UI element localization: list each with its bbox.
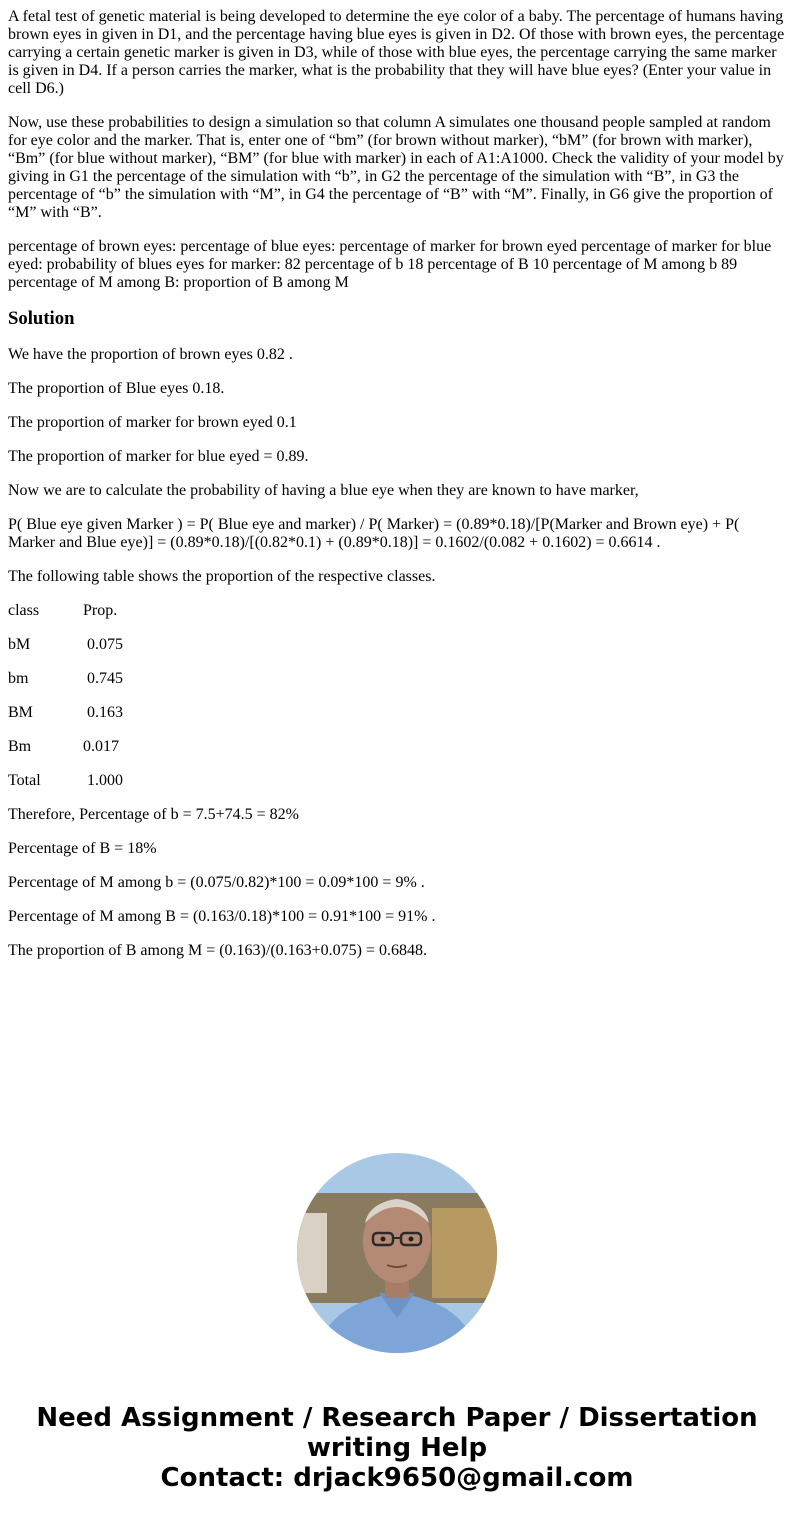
question-paragraph-2: Now, use these probabilities to design a simulation so that column A simulates one thousand people sampled at random for eye color and the marker. That is, enter one of “bm” (for brown without marker), “bM” (for brown with marker), “Bm” (for blue without marker), “BM” (for blue with marker) in each of A1:A1000. Check the validity of your model by giving in G1 the percentage of the simulation with “b”, in G2 the percentage of the simulation with “B”, in G3 the percentage of “b” the simulation with “M”, in G4 the percentage of “B” with “M”. Finally, in G6 give the proportion of “M” with “B”. — [8, 114, 784, 221]
banner-line-1: Need Assignment / Research Paper / Dissertation — [36, 1403, 758, 1433]
table-header-class: class — [8, 602, 40, 619]
document-body — [8, 8, 786, 976]
table-header-row — [8, 602, 786, 620]
table-cell-class: BM — [8, 704, 33, 721]
table-row — [8, 670, 786, 688]
table-row — [8, 704, 786, 722]
table-row — [8, 738, 786, 756]
solution-line: The following table shows the proportion of the respective classes. — [8, 568, 436, 585]
result-line: Percentage of M among b = (0.075/0.82)*100 = 0.09*100 = 9% . — [8, 874, 425, 891]
solution-line: Now we are to calculate the probability of having a blue eye when they are known to have marker, — [8, 482, 639, 499]
question-paragraph-1: A fetal test of genetic material is being developed to determine the eye color of a baby. The percentage of humans having brown eyes in given in D1, and the percentage having blue eyes is given in D2. Of those with brown eyes, the percentage carrying a certain genetic marker is given in D3, while of those with blue eyes, the percentage carrying the same marker is given in D4. If a person carries the marker, what is the probability that they will have blue eyes? (Enter your value in cell D6.) — [8, 8, 785, 97]
table-cell-prop: 0.075 — [83, 636, 123, 653]
table-header-prop: Prop. — [83, 602, 118, 619]
solution-line: The proportion of marker for blue eyed = 0.89. — [8, 448, 309, 465]
author-portrait — [297, 1153, 497, 1353]
table-cell-prop: 1.000 — [83, 772, 123, 789]
result-line: The proportion of B among M = (0.163)/(0.163+0.075) = 0.6848. — [8, 942, 428, 959]
solution-formula: P( Blue eye given Marker ) = P( Blue eye and marker) / P( Marker) = (0.89*0.18)/[P(Marker and Brown eye) + P( Marker and Blue eye)] = (0.89*0.18)/[(0.82*0.1) + (0.89*0.18)] = 0.1602/(0.082 + 0.1602) = 0.6614 . — [8, 516, 740, 551]
result-line: Percentage of B = 18% — [8, 840, 157, 857]
result-line: Therefore, Percentage of b = 7.5+74.5 = 82% — [8, 806, 299, 823]
table-row — [8, 772, 786, 790]
table-row — [8, 636, 786, 654]
table-cell-class: Bm — [8, 738, 32, 755]
table-cell-class: bM — [8, 636, 31, 653]
question-paragraph-3: percentage of brown eyes: percentage of blue eyes: percentage of marker for brown eyed percentage of marker for blue eyed: probability of blues eyes for marker: 82 percentage of b 18 percentage of B 10 percentage of M among b 89 percentage of M among B: proportion of B among M — [8, 238, 772, 291]
solution-heading: Solution — [8, 308, 75, 329]
author-avatar — [297, 1153, 497, 1353]
class-table — [8, 602, 786, 790]
solution-line: The proportion of marker for brown eyed 0.1 — [8, 414, 297, 431]
table-cell-class: bm — [8, 670, 29, 687]
contact-banner — [0, 1403, 794, 1493]
banner-line-2: writing Help — [306, 1433, 488, 1463]
table-cell-prop: 0.163 — [83, 704, 123, 721]
banner-contact-email[interactable]: Contact: drjack9650@gmail.com — [160, 1463, 634, 1493]
table-cell-class: Total — [8, 772, 41, 789]
table-cell-prop: 0.745 — [83, 670, 123, 687]
table-cell-prop: 0.017 — [83, 738, 119, 755]
result-line: Percentage of M among B = (0.163/0.18)*100 = 0.91*100 = 91% . — [8, 908, 436, 925]
solution-line: The proportion of Blue eyes 0.18. — [8, 380, 225, 397]
solution-line: We have the proportion of brown eyes 0.82 . — [8, 346, 293, 363]
